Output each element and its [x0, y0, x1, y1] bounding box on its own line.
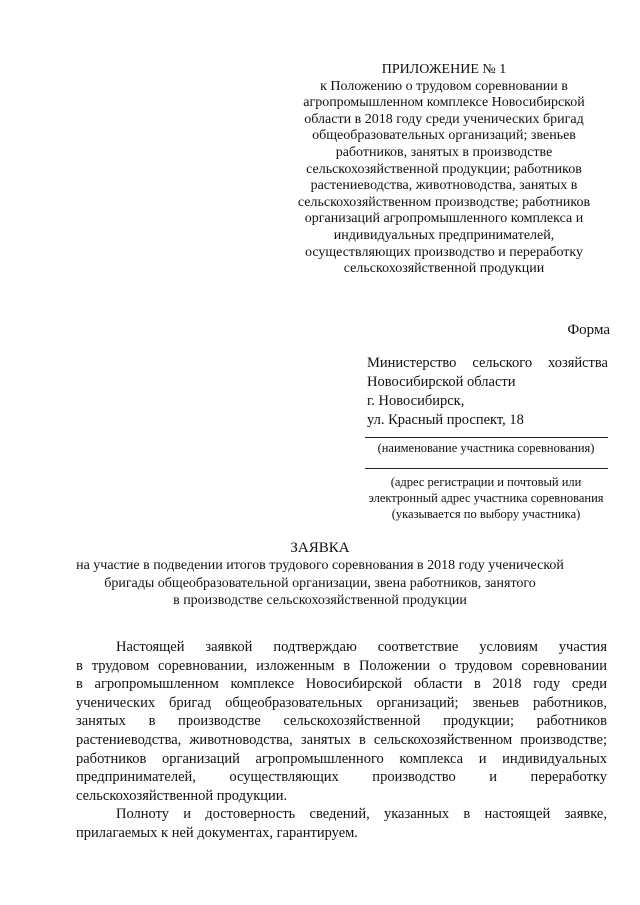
address-field-line	[365, 468, 608, 469]
recipient-line: ул. Красный проспект, 18	[367, 412, 524, 428]
body-line: сельскохозяйственной продукции.	[76, 787, 288, 804]
body-line: занятых в производстве сельскохозяйственной продукции; работников	[76, 713, 607, 730]
body-line: прилагаемых к ней документах, гарантируем.	[76, 824, 358, 841]
body-line: работников организаций агропромышленного комплекса и индивидуальных	[76, 750, 607, 767]
appendix-line: осуществляющих производство и переработку	[304, 244, 584, 260]
body-line: в трудовом соревновании, изложенным в Положении о трудовом соревновании	[76, 657, 607, 674]
appendix-line: растениеводства, животноводства, занятых в	[310, 178, 578, 194]
body-line: предпринимателей, осуществляющих производство и переработку	[76, 769, 607, 786]
appendix-title: ПРИЛОЖЕНИЕ № 1	[381, 62, 507, 77]
subtitle-line: бригады общеобразовательной организации, звена работников, занятого	[104, 575, 536, 591]
caption-text: (адрес регистрации и почтовый или	[390, 475, 582, 489]
caption-text: (указывается по выбору участника)	[391, 507, 581, 521]
recipient-line: Новосибирской области	[367, 374, 516, 390]
subtitle-line: на участие в подведении итогов трудового соревнования в 2018 году ученической	[76, 558, 564, 573]
appendix-header	[282, 62, 606, 278]
appendix-line: работников, занятых в производстве	[335, 144, 553, 160]
application-body	[76, 638, 607, 843]
appendix-line: области в 2018 году среди ученических бригад	[304, 111, 584, 127]
appendix-line: индивидуальных предпринимателей,	[333, 227, 555, 243]
recipient-line: г. Новосибирск,	[367, 393, 465, 409]
body-line: Полноту и достоверность сведений, указанных в настоящей заявке,	[116, 806, 607, 823]
participant-name-caption	[350, 440, 622, 456]
body-line: растениеводства, животноводства, занятых в сельскохозяйственном производстве;	[76, 731, 607, 748]
participant-name-field-line	[365, 437, 608, 438]
subtitle-line: в производстве сельскохозяйственной продукции	[173, 593, 467, 608]
caption-text: (наименование участника соревнования)	[377, 441, 595, 455]
form-label: Форма	[567, 322, 610, 338]
appendix-line: сельскохозяйственной продукции; работников	[306, 161, 582, 177]
recipient-line: Министерство сельского хозяйства	[367, 355, 608, 371]
appendix-line: агропромышленном комплексе Новосибирской	[303, 95, 585, 111]
body-line: Настоящей заявкой подтверждаю соответствие условиям участия	[116, 639, 607, 655]
recipient-address-block	[367, 354, 608, 430]
body-line: в агропромышленном комплексе Новосибирской области в 2018 году среди	[76, 676, 607, 693]
appendix-line: общеобразовательных организаций; звеньев	[312, 128, 576, 144]
appendix-description	[282, 79, 606, 278]
address-caption	[350, 474, 622, 522]
appendix-line: к Положению о трудовом соревновании в	[320, 78, 568, 94]
appendix-line: организаций агропромышленного комплекса и	[304, 211, 584, 227]
appendix-line: сельскохозяйственной продукции	[343, 261, 545, 277]
application-subtitle	[60, 557, 580, 610]
body-line: ученических бригад общеобразовательных организаций; звеньев работников,	[76, 694, 607, 711]
caption-text: электронный адрес участника соревнования	[368, 491, 604, 505]
application-title: ЗАЯВКА	[290, 540, 350, 556]
appendix-line: сельскохозяйственном производстве; работников	[297, 194, 591, 210]
